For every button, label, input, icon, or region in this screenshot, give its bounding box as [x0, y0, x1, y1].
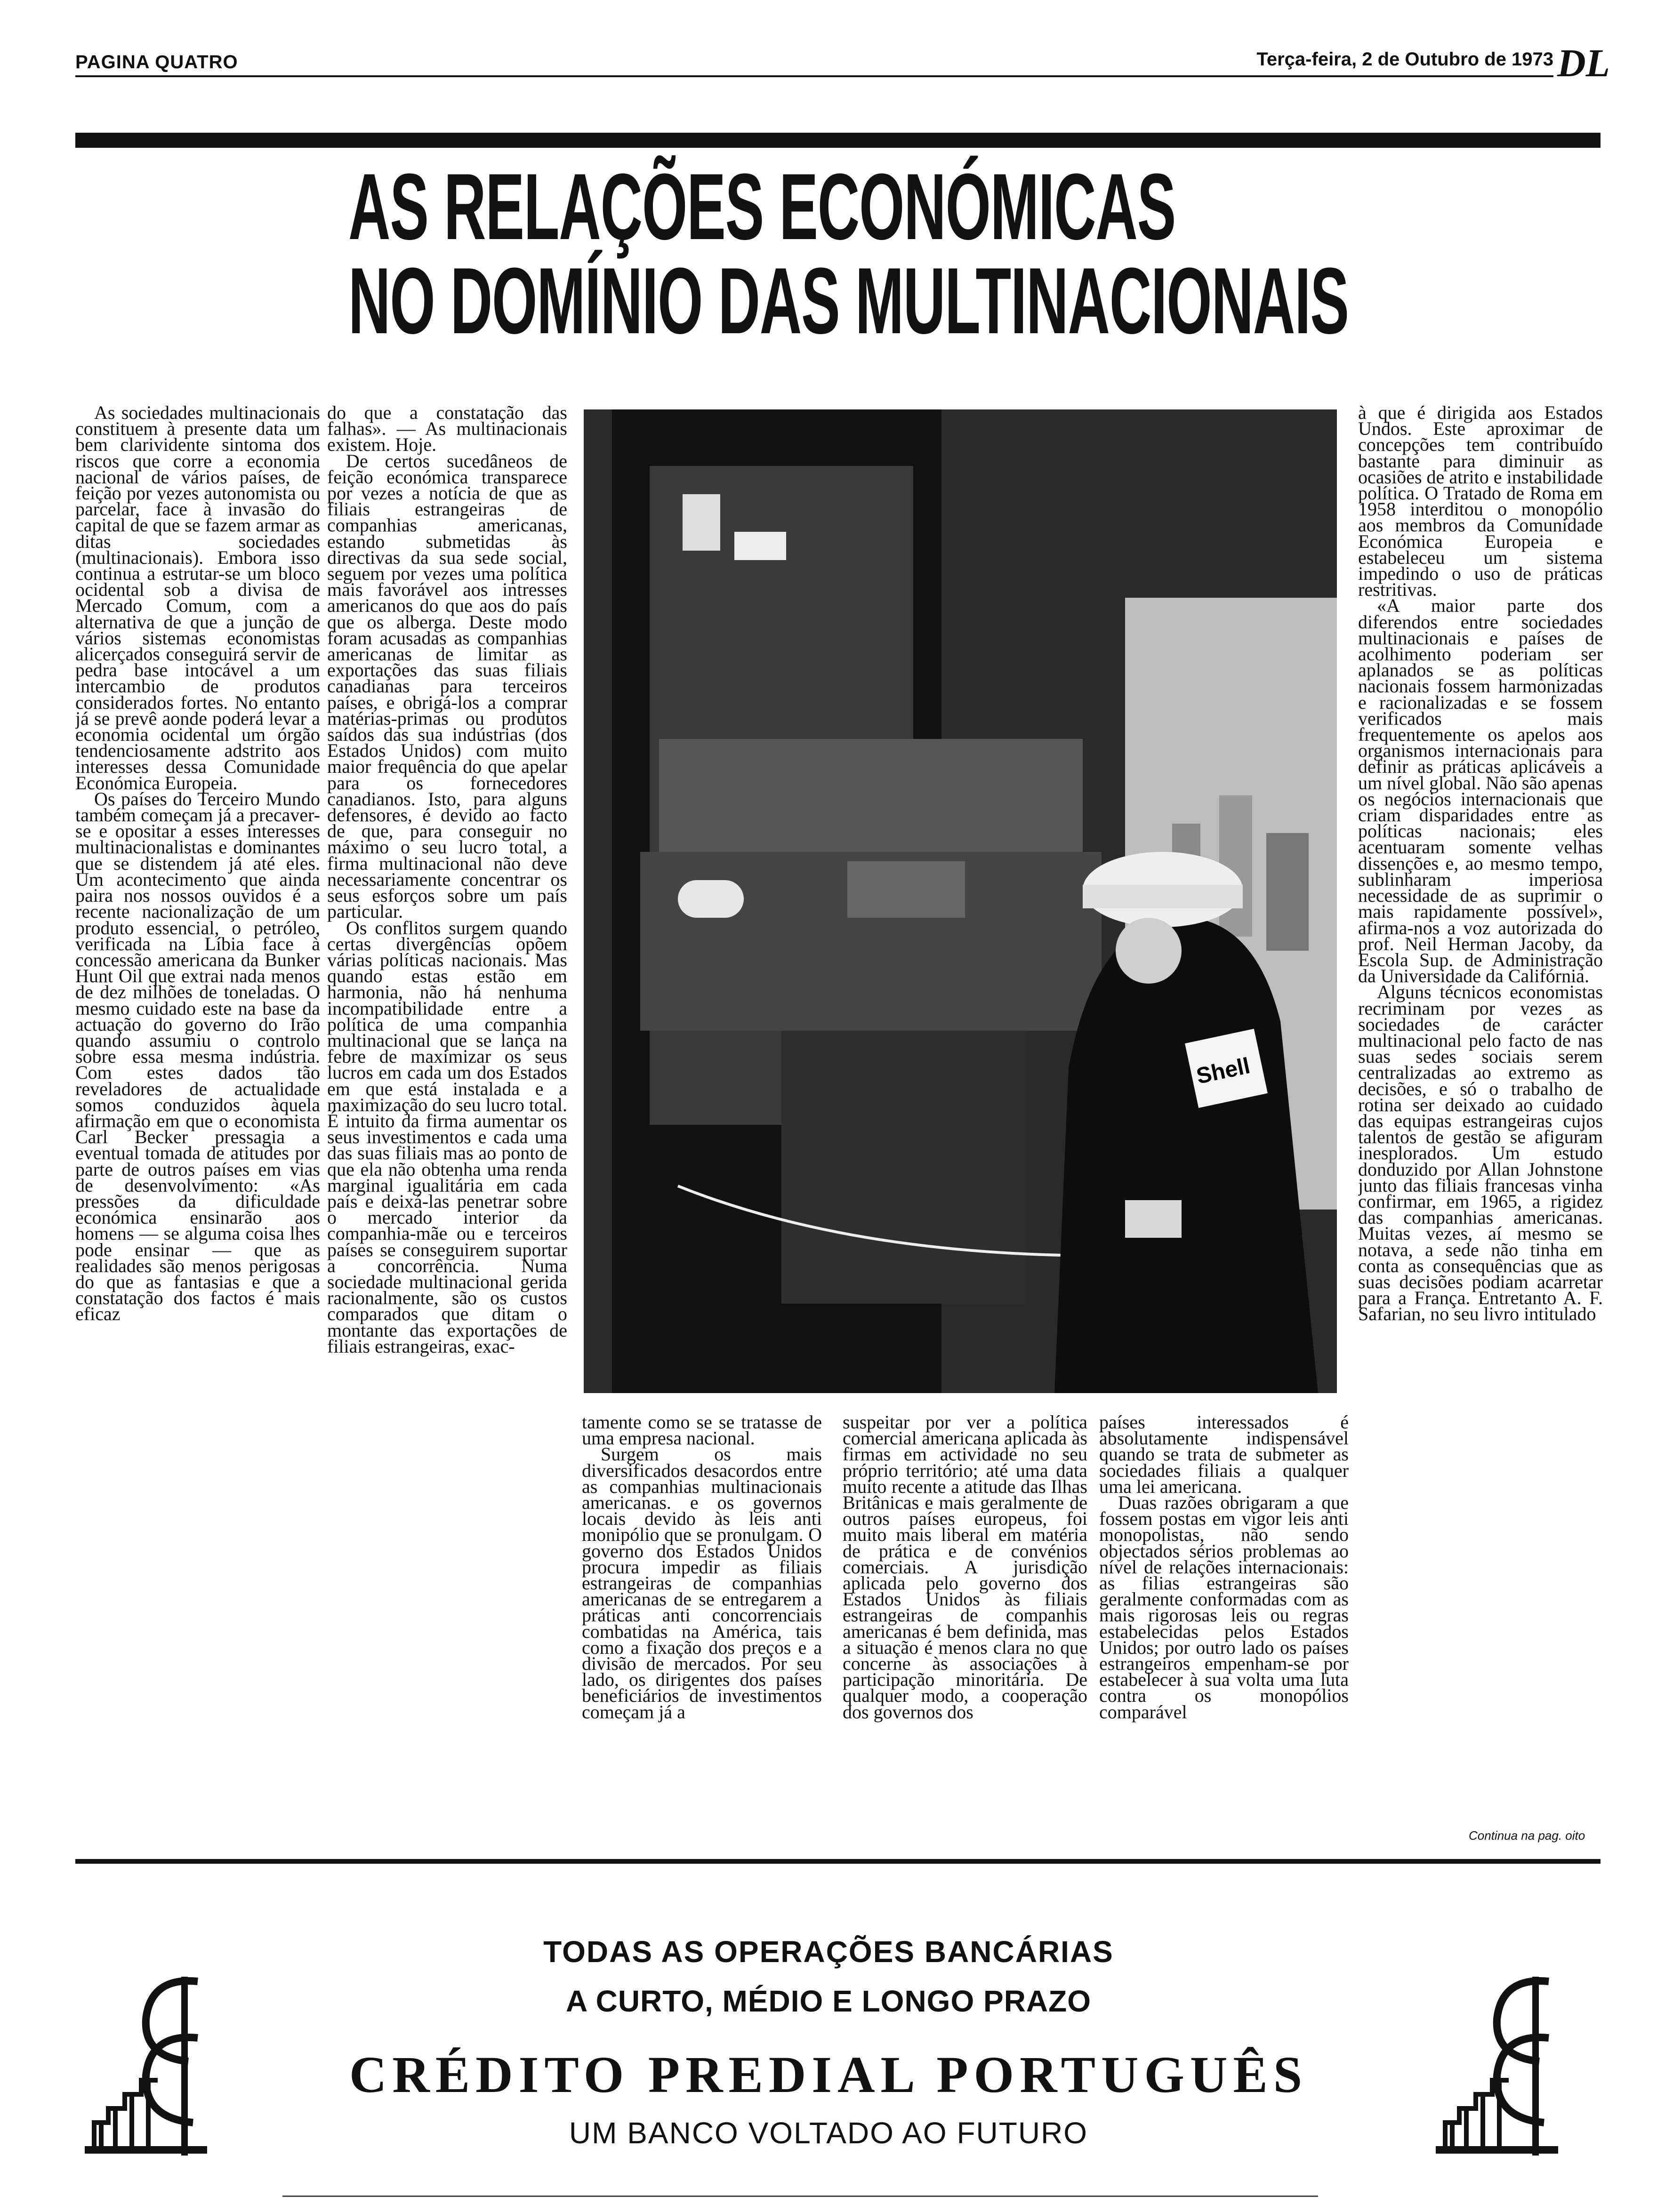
paragraph: suspeitar por ver a política comercial americana aplicada às firmas em actividade no seu próprio território; até uma data muito recente a atitude das Ilhas Britânicas e mais geralmente de outros países europeus, foi muito mais liberal em matéria de prática e de convénios comerciais. A jurisdição aplicada pelo governo dos Estados Unidos às filiais estrangeiras de companhis americanas é bem definida, mas a situação é menos clara no que concerne às associações à participação minoritária. De qualquer modo, a cooperação dos governos dos	[843, 1414, 1087, 1723]
advertisement-rule	[75, 1859, 1601, 1864]
article-photo	[584, 409, 1337, 1393]
page-header	[75, 41, 1610, 85]
article-column-6	[1358, 405, 1603, 1826]
paragraph: Os países do Terceiro Mundo também começam já a precaver-se e opositar a esses interesses multinacionalistas e dominantes que se distendem já até eles. Um acontecimento que ainda paira nos nossos ouvidos é a recente nacionalização de um produto essencial, o petróleo, verificada na Líbia face à concessão americana da Bunker Hunt Oil que extrai nada menos de dez milhões de toneladas. O mesmo cuidado este na base da actuação do governo do Irão quando assumiu o controlo sobre essa mesma indústria. Com estes dados tão reveladores de actualidade somos conduzidos àquela afirmação em que o economista Carl Becker pressagia a eventual tomada de atitudes por parte de outros países em vias de desenvolvimento: «As pressões da dificuldade económica ensinarão aos homens — se alguma coisa lhes pode ensinar — que as realidades são menos perigosas do que as fantasias e que a constatação dos factos é mais eficaz	[75, 788, 320, 1325]
header-rule	[75, 75, 1553, 77]
paragraph: Surgem os mais diversificados desacordos entre as companhias multinacionais americanas. e os governos locais devido às leis anti monipólio que se pronulgam. O governo dos Estados Unidos procura impedir as filiais estrangeiras de companhias americanas de se entregarem a práticas anti concorrenciais combatidas na América, tais como a fixação dos preços e a divisão de mercados. Por seu lado, os dirigentes dos países beneficiários de investimentos começam já a	[582, 1443, 822, 1723]
armband-text: Shell	[1194, 1053, 1253, 1089]
paragraph: do que a constatação das falhas». — As multinacionais existem. Hoje.	[327, 405, 567, 456]
article-column-3	[582, 1414, 822, 1845]
headline-bar	[75, 133, 1601, 148]
headline-line-1: AS RELAÇÕES ECONÓMICAS	[348, 154, 1176, 259]
article-column-1	[75, 405, 320, 1845]
ad-slogan: UM BANCO VOLTADO AO FUTURO	[569, 2116, 1088, 2150]
newspaper-logo: DL	[1557, 41, 1610, 85]
ad-bank-name: CRÉDITO PREDIAL PORTUGUÊS	[349, 2046, 1308, 2103]
paragraph: Duas razões obrigaram a que fossem postas em vigor leis anti monopolistas, não sendo objectados sérios problemas ao nível de relações internacionais: as filias estrangeiras são geralmente conformadas com as mais rigorosas leis ou regras estabelecidas pelos Estados Unidos; por outro lado os países estrangeiros empenham-se por estabelecer à sua volta uma luta contra os monopólios comparável	[1099, 1492, 1349, 1723]
ad-tagline-2: A CURTO, MÉDIO E LONGO PRAZO	[565, 1984, 1092, 2018]
ad-tagline-1: TODAS AS OPERAÇÕES BANCÁRIAS	[543, 1935, 1114, 1969]
paragraph: «A maior parte dos diferendos entre sociedades multinacionais e países de acolhimento poderiam ser aplanados se as políticas nacionais fossem harmonizadas e racionalizadas e se fossem verificados mais frequentemente os apelos aos organismos internacionais para definir as práticas aplicáveis a um nível global. Não são apenas os negócios internacionais que criam disparidades entre as políticas nacionais; eles acentuaram somente velhas dissenções e, ao mesmo tempo, sublinharam imperiosa necessidade de as suprimir o mais rapidamente possível», afirma-nos a voz autorizada do prof. Neil Herman Jacoby, da Escola Sup. de Administração da Universidade da Califórnia.	[1358, 595, 1603, 987]
paragraph: à que é dirigida aos Estados Undos. Este aproximar de concepções tem contribuído bastante para diminuir as ocasiões de atrito e instabilidade política. O Tratado de Roma em 1958 interditou o monopólio aos membros da Comunidade Económica Europeia e estabeleceu um sistema impedindo o uso de práticas restritivas.	[1358, 405, 1603, 601]
paragraph: De certos sucedâneos de feição económica transparece por vezes a notícia de que as filiais estrangeiras de companhias americanas, estando submetidas às directivas da sua sede social, seguem por vezes uma política mais favorável aos intresses americanos do que aos do país que os alberga. Deste modo foram acusadas as companhias americanas de limitar as exportações das suas filiais canadianas para terceiros países, e obrigá-los a comprar matérias-primas ou produtos saídos das sua indústrias (dos Estados Unidos) com muito maior frequência do que apelar para os fornecedores canadianos. Isto, para alguns defensores, é devido ao facto de que, para conseguir no máximo o seu lucro total, a firma multinacional não deve necessariamente concentrar os seus esforços sobre um país particular.	[327, 450, 567, 922]
footer-rule	[282, 2196, 1318, 2197]
paragraph: tamente como se se tratasse de uma empresa nacional.	[582, 1414, 822, 1449]
section-label: PAGINA QUATRO	[75, 52, 238, 72]
paragraph: Os conflitos surgem quando certas divergências opõem várias políticas nacionais. Mas quando estas estão em harmonia, não há nenhuma incompatibilidade entre a política de uma companhia multinacional que se lança na febre de maximizar os seus lucros em cada um dos Estados em que está instalada e a maximização do seu lucro total. É intuito da firma aumentar os seus investimentos e cada uma das suas filiais mas ao ponto de que ela não obtenha uma renda marginal igualitária em cada país e deixá-las penetrar sobre o mercado interior da companhia-mãe ou e terceiros países se conseguirem suportar a concorrência. Numa sociedade multinacional gerida racionalmente, são os custos comparados que ditam o montante das exportações de filiais estrangeiras, exac-	[327, 917, 567, 1357]
issue-date: Terça-feira, 2 de Outubro de 1973	[1256, 49, 1553, 70]
article-column-4	[843, 1414, 1087, 1845]
paragraph: As sociedades multinacionais constituem à presente data um bem clarividente sintoma dos riscos que corre a economia nacional de vários países, de feição por vezes autonomista ou parcelar, face à invasão do capital de que se fazem armar as ditas sociedades (multinacionais). Embora isso continua a estrutar-se um bloco ocidental sob a divisa de Mercado Comum, com a alternativa de que a junção de vários sistemas economistas alicerçados conseguirá servir de pedra base intocável a um intercambio de produtos considerados fortes. No entanto já se prevê aonde poderá levar a economia ocidental um órgão tendenciosamente adstrito aos interesses dessa Comunidade Económica Europeia.	[75, 405, 320, 793]
paragraph: países interessados é absolutamente indispensável quando se trata de submeter as sociedades filiais a qualquer uma lei americana.	[1099, 1414, 1349, 1497]
article-column-5	[1099, 1414, 1349, 1845]
article-column-2	[327, 405, 567, 1845]
headline-line-2: NO DOMÍNIO DAS MULTINACIONAIS	[348, 248, 1349, 353]
headline	[348, 154, 1349, 353]
continued-note: Continua na pag. oito	[1469, 1828, 1585, 1843]
photo-illustration	[584, 409, 1337, 1393]
paragraph: Alguns técnicos economistas recriminam por vezes as sociedades de carácter multinacional pelo facto de nas suas sedes sociais serem centralizadas ao extremo as decisões, e só o trabalho de rotina ser deixado ao cuidado das equipas estrangeiras cujos talentos de gestão se afiguram inesplorados. Um estudo donduzido por Allan Johnstone junto das filiais francesas vinha confirmar, em 1965, a rigidez das companhias americanas. Muitas vezes, aí mesmo se notava, a sede não tinha em conta as consequências que as suas decisões podiam acarretar para a França. Entretanto A. F. Safarian, no seu livro intitulado	[1358, 981, 1603, 1325]
